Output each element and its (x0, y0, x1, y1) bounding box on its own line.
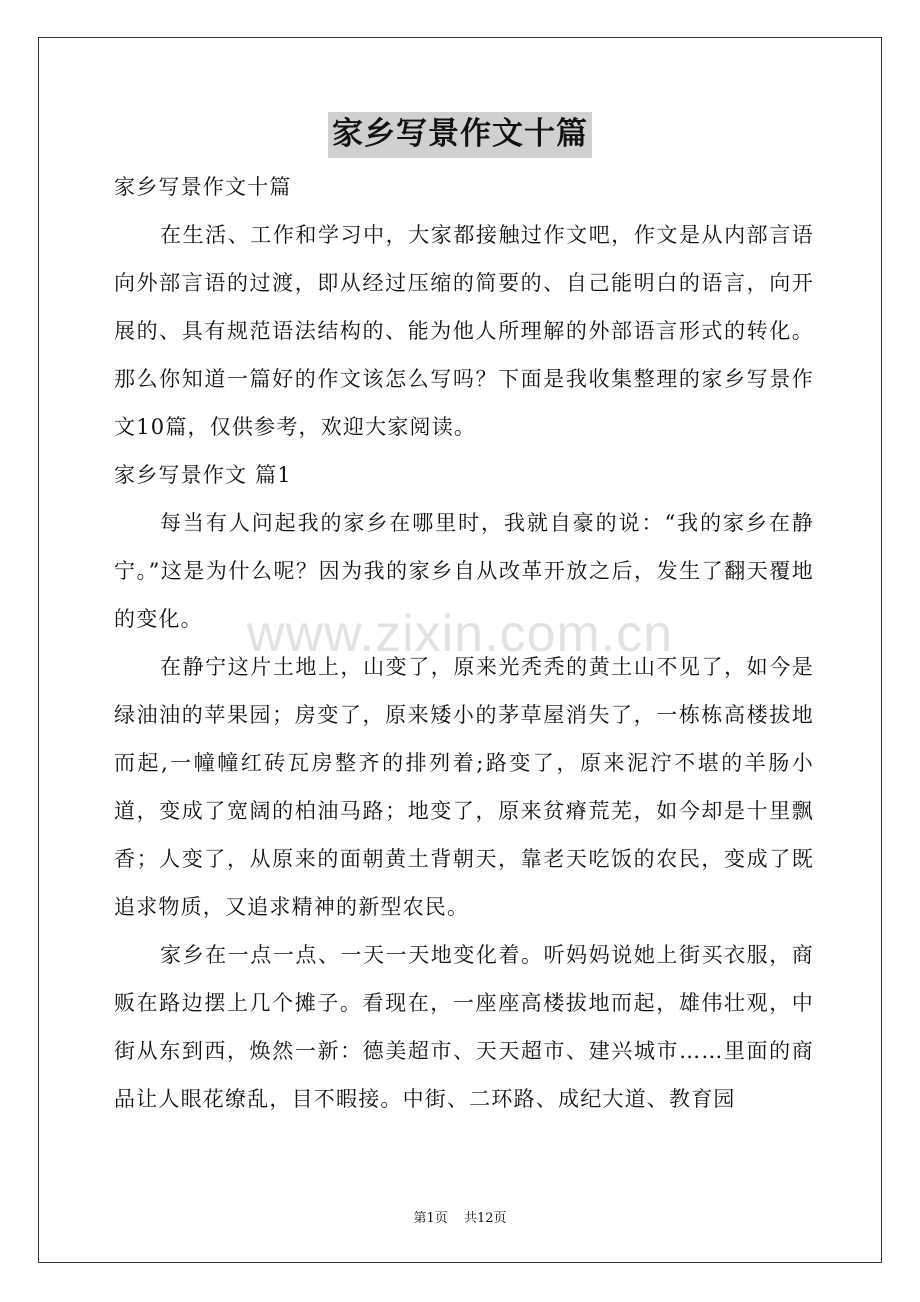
page-total: 共12页 (463, 1211, 507, 1226)
document-body (114, 163, 814, 1123)
body-paragraph-3: 家乡在一点一点、一天一天地变化着。听妈妈说她上街买衣服，商贩在路边摆上几个摊子。看现在，一座座高楼拔地而起，雄伟壮观，中街从东到西，焕然一新：德美超市、天天超市、建兴城市……里面的商品让人眼花缭乱，目不暇接。中街、二环路、成纪大道、教育园 (114, 943, 814, 1111)
body-paragraph-1: 每当有人问起我的家乡在哪里时，我就自豪的说：“我的家乡在静宁。”这是为什么呢？因为我的家乡自从改革开放之后，发生了翻天覆地的变化。 (114, 511, 814, 631)
section-heading: 家乡写景作文 篇1 (114, 463, 292, 487)
page-number: 第1页 (413, 1211, 448, 1226)
page-footer (0, 1207, 920, 1226)
intro-paragraph: 在生活、工作和学习中，大家都接触过作文吧，作文是从内部言语向外部言语的过渡，即从经过压缩的简要的、自己能明白的语言，向开展的、具有规范语法结构的、能为他人所理解的外部语言形式的转化。那么你知道一篇好的作文该怎么写吗？下面是我收集整理的家乡写景作文10篇，仅供参考，欢迎大家阅读。 (114, 223, 814, 439)
watermark: www.zixin.com.cn (246, 605, 674, 663)
document-subtitle: 家乡写景作文十篇 (114, 175, 292, 199)
body-paragraph-2: 在静宁这片土地上，山变了，原来光秃秃的黄土山不见了，如今是绿油油的苹果园；房变了，原来矮小的茅草屋消失了，一栋栋高楼拔地而起,一幢幢红砖瓦房整齐的排列着;路变了，原来泥泞不堪的羊肠小道，变成了宽阔的柏油马路；地变了，原来贫瘠荒芜，如今却是十里飘香；人变了，从原来的面朝黄土背朝天，靠老天吃饭的农民，变成了既追求物质，又追求精神的新型农民。 (114, 655, 814, 919)
document-title: 家乡写景作文十篇 (328, 112, 592, 158)
title-container (0, 112, 920, 158)
